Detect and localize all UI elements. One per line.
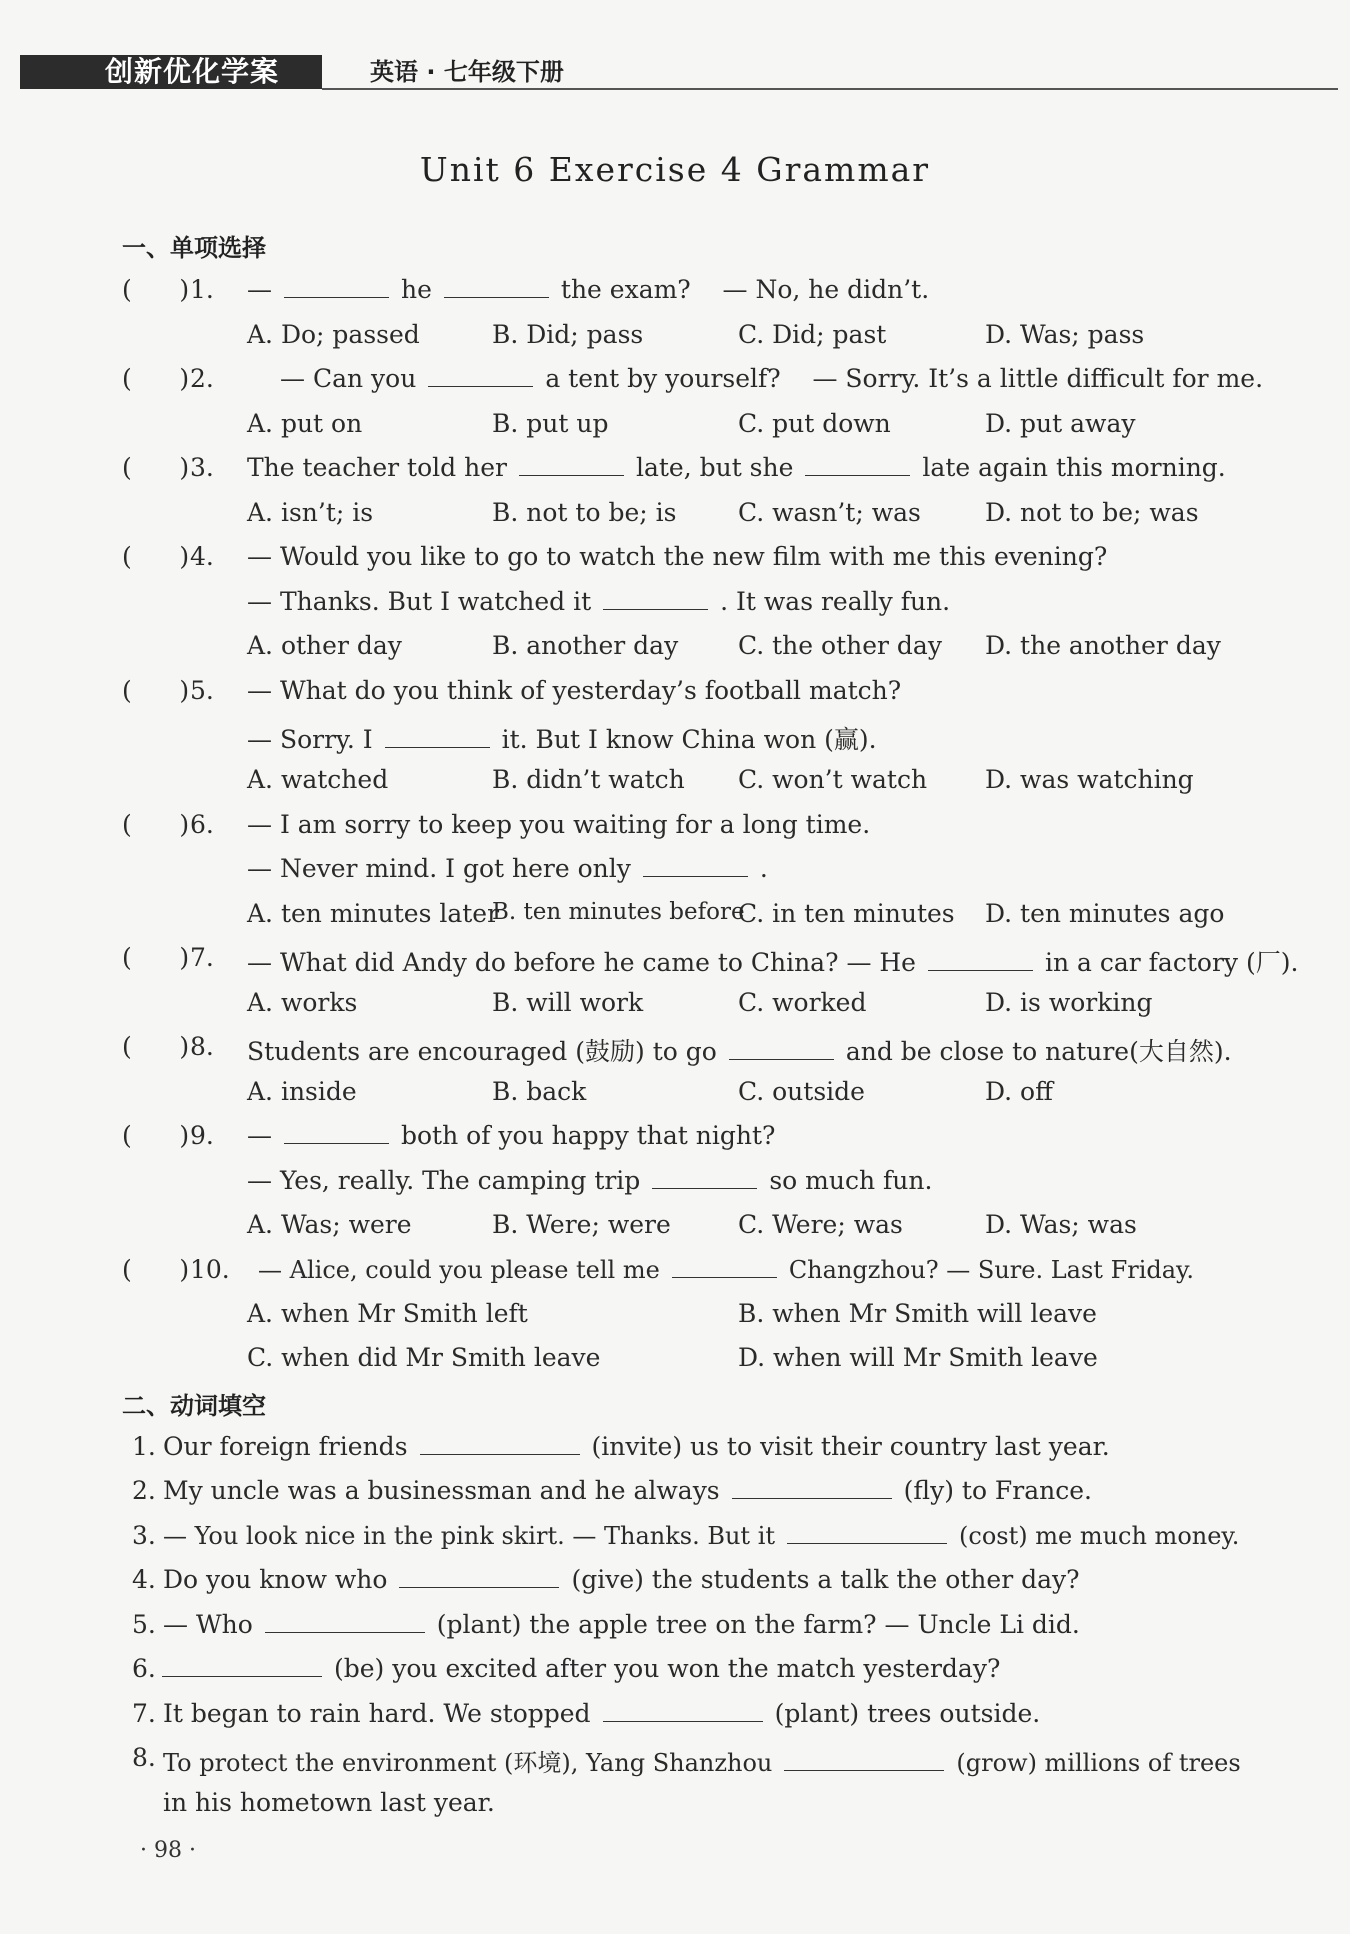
answer-blank[interactable] (162, 1654, 322, 1677)
option-c[interactable]: C. put down (738, 409, 891, 438)
option-d[interactable]: D. put away (985, 409, 1136, 438)
item-text: To protect the environment (环境), Yang Shanzhou (grow) millions of trees (163, 1749, 1241, 1777)
option-d[interactable]: D. Was; was (985, 1210, 1137, 1239)
item-text: Do you know who (give) the students a talk the other day? (163, 1565, 1080, 1594)
page-header (20, 55, 1338, 89)
question-number: 9. (190, 1121, 214, 1150)
answer-paren[interactable]: ( ) (122, 1032, 190, 1061)
option-a[interactable]: A. when Mr Smith left (247, 1299, 528, 1328)
option-a[interactable]: A. Do; passed (247, 320, 420, 349)
option-a[interactable]: A. inside (247, 1077, 357, 1106)
question-text: — Yes, really. The camping trip so much fun. (247, 1166, 933, 1195)
option-c[interactable]: C. when did Mr Smith leave (247, 1343, 601, 1372)
answer-blank[interactable] (265, 1610, 425, 1633)
answer-paren[interactable]: ( ) (122, 676, 190, 705)
item-text: My uncle was a businessman and he always (fly) to France. (163, 1476, 1092, 1505)
option-b[interactable]: B. put up (492, 409, 609, 438)
section-title-verb-fill: 二、动词填空 (122, 1392, 266, 1420)
option-a[interactable]: A. works (247, 988, 358, 1017)
question-number: 4. (190, 542, 214, 571)
item-text: (be) you excited after you won the match yesterday? (150, 1654, 1000, 1683)
question-text: — he the exam? — No, he didn’t. (247, 275, 930, 304)
question-text: — Would you like to go to watch the new film with me this evening? (247, 542, 1108, 571)
answer-blank[interactable] (784, 1748, 944, 1771)
option-a[interactable]: A. Was; were (247, 1210, 412, 1239)
answer-paren[interactable]: ( ) (122, 943, 190, 972)
item-text: — Who (plant) the apple tree on the farm? — Uncle Li did. (163, 1610, 1080, 1639)
option-a[interactable]: A. other day (247, 631, 402, 660)
question-number: 5. (190, 676, 214, 705)
question-text: — Sorry. I it. But I know China won (赢). (247, 725, 877, 754)
brand-logo: 创新优化学案 (20, 55, 322, 89)
question-text: — Alice, could you please tell me Changzhou? — Sure. Last Friday. (258, 1256, 1195, 1284)
question-text: — Can you a tent by yourself? — Sorry. It’s a little difficult for me. (280, 364, 1264, 393)
book-title: 英语 · 七年级下册 (370, 58, 564, 86)
section-title-multiple-choice: 一、单项选择 (122, 234, 266, 262)
answer-paren[interactable]: ( ) (122, 542, 190, 571)
question-number: 2. (190, 364, 214, 393)
option-a[interactable]: A. ten minutes later (247, 899, 500, 928)
item-number: 8. (132, 1743, 156, 1772)
option-b[interactable]: B. ten minutes before (492, 899, 745, 925)
page-number: · 98 · (140, 1838, 196, 1863)
answer-blank[interactable] (603, 587, 708, 610)
option-a[interactable]: A. put on (247, 409, 363, 438)
option-c[interactable]: C. won’t watch (738, 765, 928, 794)
question-text: — What did Andy do before he came to China? — He in a car factory (厂). (247, 948, 1299, 977)
answer-paren[interactable]: ( ) (122, 1121, 190, 1150)
answer-blank[interactable] (805, 453, 910, 476)
page-title: Unit 6 Exercise 4 Grammar (419, 150, 931, 189)
option-d[interactable]: D. the another day (985, 631, 1221, 660)
option-b[interactable]: B. Were; were (492, 1210, 671, 1239)
item-text: It began to rain hard. We stopped (plant) trees outside. (163, 1699, 1041, 1728)
option-d[interactable]: D. not to be; was (985, 498, 1199, 527)
option-d[interactable]: D. was watching (985, 765, 1194, 794)
question-text: Students are encouraged (鼓励) to go and be close to nature(大自然). (247, 1037, 1232, 1066)
answer-paren[interactable]: ( ) (122, 364, 190, 393)
item-number: 6. (132, 1654, 156, 1683)
question-number: 10. (190, 1255, 230, 1284)
item-number: 5. (132, 1610, 156, 1639)
option-a[interactable]: A. isn’t; is (247, 498, 374, 527)
answer-blank[interactable] (284, 275, 389, 298)
answer-blank[interactable] (672, 1255, 777, 1278)
question-number: 1. (190, 275, 214, 304)
answer-paren[interactable]: ( ) (122, 1255, 190, 1284)
option-a[interactable]: A. watched (247, 765, 389, 794)
item-text: Our foreign friends (invite) us to visit their country last year. (163, 1432, 1110, 1461)
option-c[interactable]: C. outside (738, 1077, 865, 1106)
option-c[interactable]: C. the other day (738, 631, 942, 660)
answer-blank[interactable] (519, 453, 624, 476)
answer-blank[interactable] (729, 1037, 834, 1060)
question-text: The teacher told her late, but she late again this morning. (247, 453, 1226, 482)
question-text: — Never mind. I got here only . (247, 854, 768, 883)
option-d[interactable]: D. is working (985, 988, 1153, 1017)
option-b[interactable]: B. another day (492, 631, 679, 660)
answer-blank[interactable] (420, 1432, 580, 1455)
option-c[interactable]: C. worked (738, 988, 867, 1017)
option-c[interactable]: C. in ten minutes (738, 899, 955, 928)
answer-paren[interactable]: ( ) (122, 275, 190, 304)
option-c[interactable]: C. wasn’t; was (738, 498, 921, 527)
answer-blank[interactable] (385, 725, 490, 748)
answer-blank[interactable] (643, 854, 748, 877)
item-number: 4. (132, 1565, 156, 1594)
answer-blank[interactable] (399, 1565, 559, 1588)
item-number: 7. (132, 1699, 156, 1728)
question-number: 3. (190, 453, 214, 482)
question-number: 7. (190, 943, 214, 972)
question-number: 6. (190, 810, 214, 839)
answer-blank[interactable] (652, 1166, 757, 1189)
question-text: — What do you think of yesterday’s football match? (247, 676, 902, 705)
option-b[interactable]: B. will work (492, 988, 644, 1017)
answer-blank[interactable] (428, 364, 533, 387)
option-c[interactable]: C. Did; past (738, 320, 887, 349)
option-b[interactable]: B. when Mr Smith will leave (738, 1299, 1097, 1328)
option-b[interactable]: B. back (492, 1077, 587, 1106)
question-text: — I am sorry to keep you waiting for a long time. (247, 810, 871, 839)
option-d[interactable]: D. ten minutes ago (985, 899, 1225, 928)
question-text: — both of you happy that night? (247, 1121, 776, 1150)
answer-blank[interactable] (732, 1476, 892, 1499)
header-divider (322, 88, 1338, 90)
answer-blank[interactable] (284, 1121, 389, 1144)
item-number: 2. (132, 1476, 156, 1505)
item-text: in his hometown last year. (163, 1788, 495, 1817)
answer-blank[interactable] (928, 948, 1033, 971)
item-text: — You look nice in the pink skirt. — Thanks. But it (cost) me much money. (163, 1522, 1240, 1550)
item-number: 3. (132, 1521, 156, 1550)
answer-paren[interactable]: ( ) (122, 453, 190, 482)
answer-paren[interactable]: ( ) (122, 810, 190, 839)
answer-blank[interactable] (787, 1521, 947, 1544)
option-d[interactable]: D. when will Mr Smith leave (738, 1343, 1098, 1372)
item-number: 1. (132, 1432, 156, 1461)
option-b[interactable]: B. Did; pass (492, 320, 644, 349)
option-d[interactable]: D. off (985, 1077, 1053, 1106)
answer-blank[interactable] (444, 275, 549, 298)
option-b[interactable]: B. not to be; is (492, 498, 677, 527)
question-text: — Thanks. But I watched it . It was really fun. (247, 587, 951, 616)
answer-blank[interactable] (603, 1699, 763, 1722)
option-c[interactable]: C. Were; was (738, 1210, 903, 1239)
question-number: 8. (190, 1032, 214, 1061)
option-d[interactable]: D. Was; pass (985, 320, 1145, 349)
option-b[interactable]: B. didn’t watch (492, 765, 685, 794)
